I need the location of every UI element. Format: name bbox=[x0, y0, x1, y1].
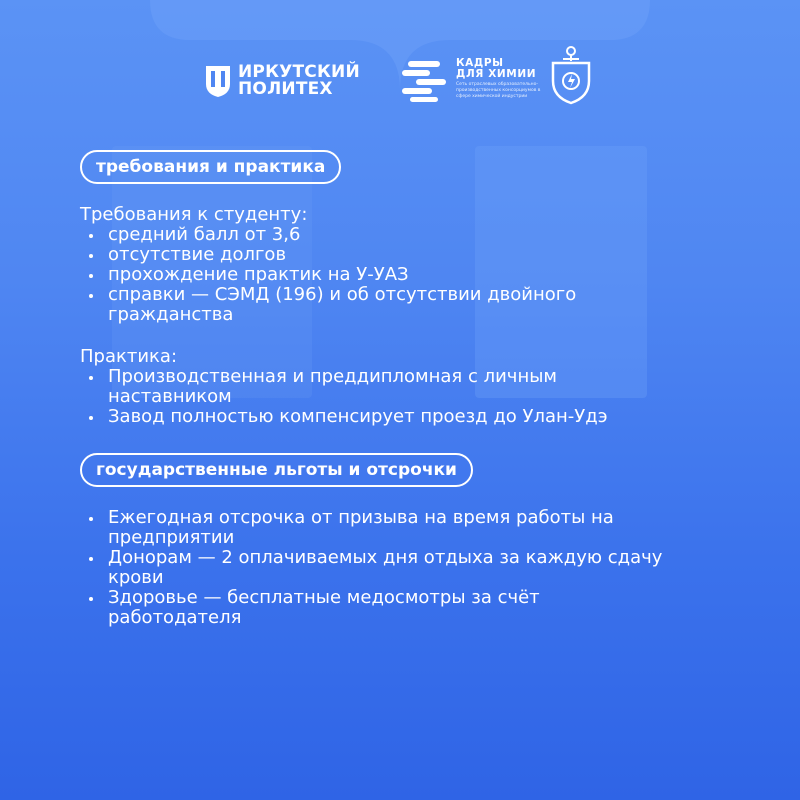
list-item bbox=[80, 508, 648, 548]
bullet-icon bbox=[89, 294, 93, 298]
bullet-icon bbox=[89, 517, 93, 521]
list-item-text: Производственная и преддипломная с личным наставником bbox=[108, 366, 557, 407]
list-item-text: справки — СЭМД (196) и об отсутствии двойного гражданства bbox=[108, 284, 577, 325]
student-requirements bbox=[80, 205, 700, 325]
student-requirements-heading: Требования к студенту: bbox=[80, 204, 308, 225]
benefits bbox=[80, 508, 700, 628]
benefits-list bbox=[80, 508, 700, 628]
anchor-emblem-icon bbox=[549, 45, 593, 105]
list-item bbox=[80, 588, 628, 628]
kadry-line1: КАДРЫ bbox=[456, 57, 504, 69]
list-item-text: Донорам — 2 оплачиваемых дня отдыха за каждую сдачу крови bbox=[108, 547, 663, 588]
list-item-text: Здоровье — бесплатные медосмотры за счёт работодателя bbox=[108, 587, 540, 628]
list-item bbox=[80, 285, 648, 325]
bullet-icon bbox=[89, 416, 93, 420]
section-title-requirements-text: требования и практика bbox=[96, 157, 326, 177]
practice-list bbox=[80, 367, 700, 427]
list-item bbox=[80, 265, 700, 285]
bullet-icon bbox=[89, 557, 93, 561]
bullet-icon bbox=[89, 234, 93, 238]
list-item-text: средний балл от 3,6 bbox=[108, 224, 301, 245]
bullet-icon bbox=[89, 597, 93, 601]
bullet-icon bbox=[89, 254, 93, 258]
section-title-benefits-text: государственные льготы и отсрочки bbox=[96, 460, 457, 480]
kadry-line2: ДЛЯ ХИМИИ bbox=[456, 68, 537, 80]
list-item bbox=[80, 367, 638, 407]
section-title-requirements bbox=[80, 150, 341, 184]
list-item-text: отсутствие долгов bbox=[108, 244, 287, 265]
politeh-line1: ИРКУТСКИЙ bbox=[238, 62, 360, 82]
practice bbox=[80, 347, 700, 427]
politeh-shield-icon bbox=[204, 64, 232, 98]
politeh-line2: ПОЛИТЕХ bbox=[238, 79, 333, 99]
bullet-icon bbox=[89, 274, 93, 278]
list-item bbox=[80, 225, 700, 245]
kadry-dlya-himii-logo bbox=[398, 53, 548, 105]
practice-heading: Практика: bbox=[80, 346, 178, 367]
list-item-text: прохождение практик на У-УАЗ bbox=[108, 264, 409, 285]
list-item bbox=[80, 548, 673, 588]
list-item bbox=[80, 245, 700, 265]
irkutsk-politeh-logo bbox=[204, 64, 360, 98]
list-item-text: Ежегодная отсрочка от призыва на время работы на предприятии bbox=[108, 507, 614, 548]
list-item-text: Завод полностью компенсирует проезд до Улан-Удэ bbox=[108, 406, 608, 427]
bullet-icon bbox=[89, 376, 93, 380]
student-requirements-list bbox=[80, 225, 700, 325]
kadry-hexagon-icon bbox=[398, 53, 450, 105]
list-item bbox=[80, 407, 700, 427]
kadry-small-text: Сеть отраслевых образовательно-производственных консорциумов в сфере химической индустрии bbox=[456, 82, 541, 99]
section-title-benefits bbox=[80, 453, 473, 487]
